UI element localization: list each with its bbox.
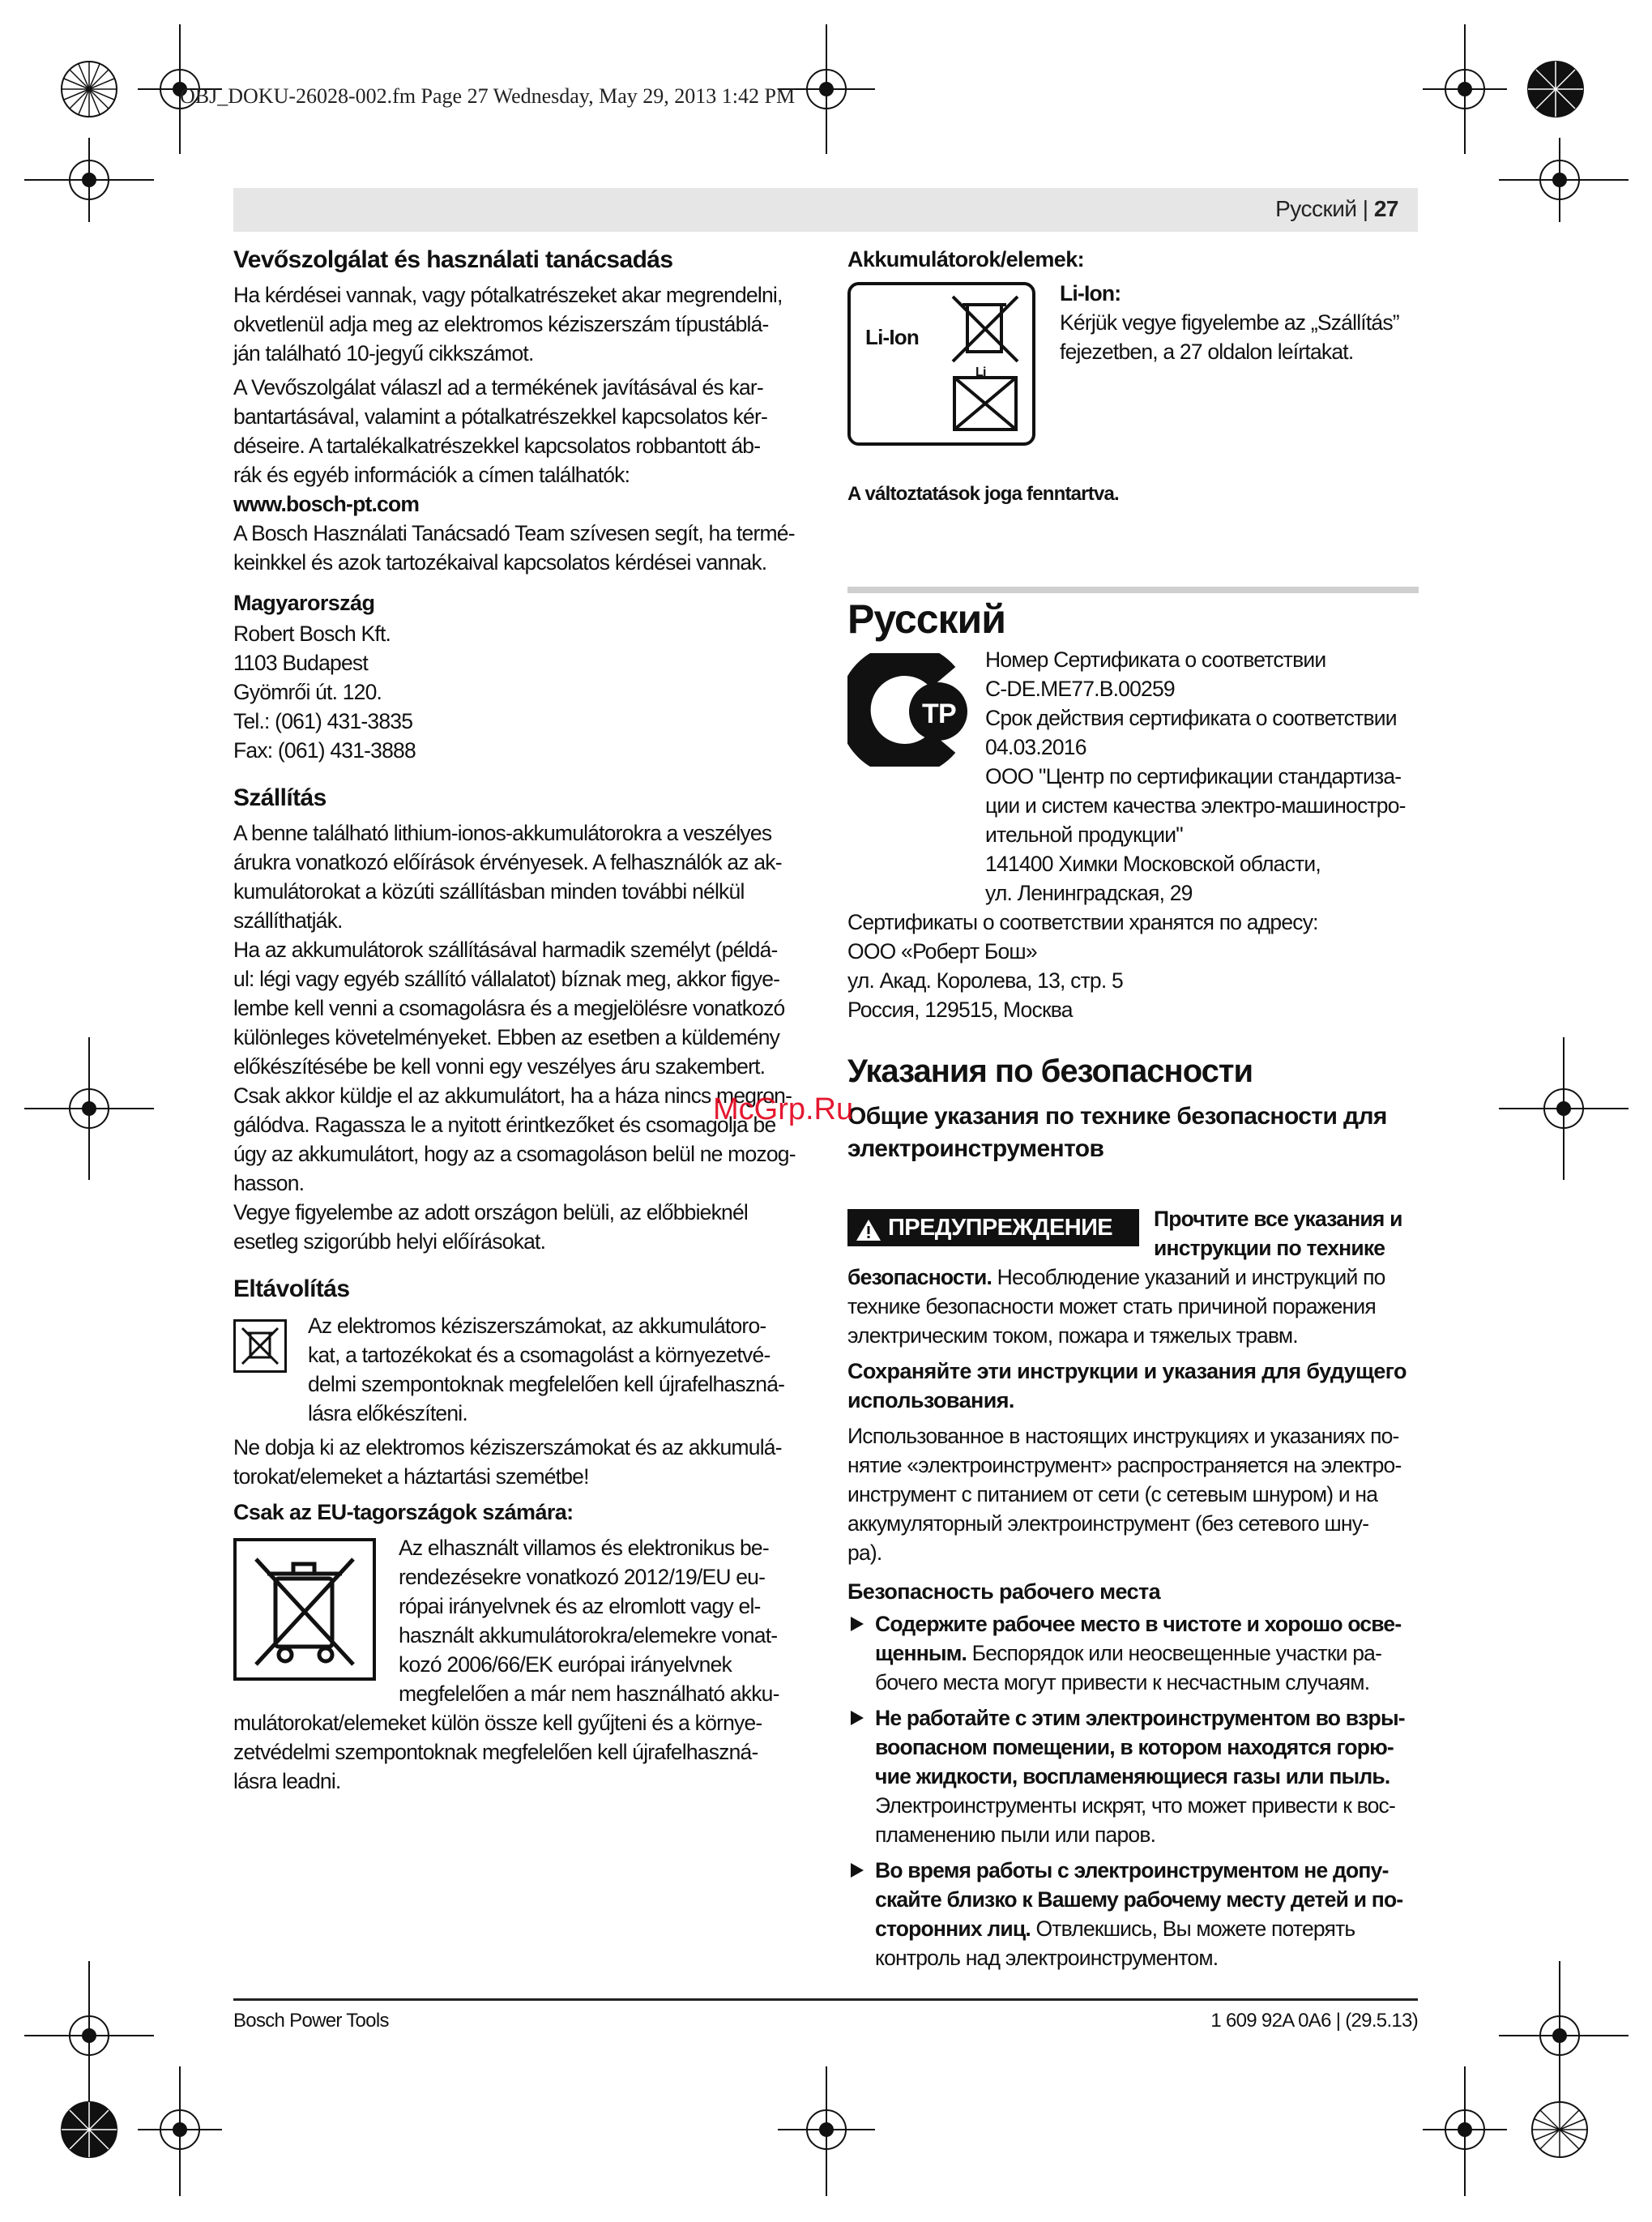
service-url-link[interactable]: www.bosch-pt.com [233,492,420,516]
li-ion-label: Li-Ion [865,325,919,349]
warning-rest-line: электрическим током, пожара и тяжелых травм. [847,1323,1298,1348]
bullet-bold-line: Во время работы с электроинструментом не допу- [875,1858,1389,1882]
general-safety-heading-line: Общие указания по технике безопасности для [847,1103,1387,1130]
transport-line: esetleg szigorúbb helyi előírásokat. [233,1229,546,1254]
bullet-text-line: бочего места могут привести к несчастным случаям. [875,1670,1370,1694]
page-header [1275,196,1398,222]
address-line: Robert Bosch Kft. [233,622,391,646]
service-line: A Bosch Használati Tanácsadó Team szívesen segít, ha termé- [233,521,795,545]
warning-bold-line: инструкции по технике [1154,1236,1385,1260]
list-item [847,1856,1419,1972]
disposal-heading: Eltávolítás [233,1276,350,1302]
page-number: 27 [1373,196,1398,221]
crop-mark-crosshair-icon [138,2066,222,2196]
service-line: keinkkel és azok tartozékaival kapcsolatos kérdései vannak. [233,550,767,575]
disposal-icon-line: kat, a tartozékokat és a csomagolást a környezetvé- [308,1343,771,1367]
safety-title: Указания по безопасности [847,1053,1253,1089]
eu-icon-line: használt akkumulátorokra/elemekre vonat- [399,1623,778,1647]
address-country: Magyarország [233,591,375,615]
footer-rule [233,1998,1418,2001]
keep-line: использования. [847,1388,1014,1412]
eu-icon-line: rópai irányelvnek és az elromlott vagy el- [399,1594,761,1618]
eu-icon-line: kozó 2006/66/EK európai irányelvnek [399,1652,732,1677]
crop-mark-crosshair-icon [778,2066,875,2196]
warning-bold-cont: безопасности. [847,1265,992,1289]
batteries-heading: Akkumulátorok/elemek: [847,247,1085,271]
term-line: ра). [847,1540,882,1565]
eu-icon-line: megfelelően a már nem használható akku- [399,1681,779,1706]
bullet-triangle-icon [851,1863,864,1878]
address-line: Gyömrői út. 120. [233,680,382,704]
page-header-separator: | [1362,196,1368,221]
file-header: OBJ_DOKU-26028-002.fm Page 27 Wednesday, May 29, 2013 1:42 PM [180,84,796,108]
transport-line: Vegye figyelembe az adott országon belüli, az előbbieknél [233,1200,749,1224]
eu-heading: Csak az EU-tagországok számára: [233,1500,574,1524]
eac-cert-logo-icon [847,653,977,767]
crop-mark-sunburst-icon [1532,2102,1587,2157]
reserved-notice: A változtatások joga fenntartva. [847,483,1119,505]
crop-mark-sunburst-icon [62,62,117,117]
service-heading: Vevőszolgálat és használati tanácsadás [233,246,673,273]
watermark: McGrp.Ru [713,1092,854,1126]
address-line: 1103 Budapest [233,651,368,675]
bullet-bold-line: Содержите рабочее место в чистоте и хорошо осве- [875,1612,1402,1636]
cert-address-line: ул. Акад. Королева, 13, стр. 5 [847,968,1123,993]
warning-bold-text [1154,1204,1421,1263]
li-ion-recycling-icon [847,282,1035,446]
crop-mark-crosshair-icon [24,1037,154,1180]
cert-line: C-DE.ME77.B.00259 [985,677,1175,701]
list-item [847,1609,1419,1697]
page-header-section: Русский [1275,196,1357,221]
bullet-bold-line: скайте близко к Вашему рабочему месту детей и по- [875,1887,1403,1912]
transport-line: előkészítésébe be kell vonni egy veszélyes áru szakembert. [233,1054,766,1079]
service-line: bantartásával, valamint a pótalkatrészekkel kapcsolatos kér- [233,404,768,429]
transport-line: szállíthatják. [233,908,343,933]
crop-mark-sunburst-icon [1528,62,1583,117]
address-line: Tel.: (061) 431-3835 [233,709,413,733]
service-line: déseire. A tartalékalkatrészekkel kapcsolatos robbantott áb- [233,434,761,458]
term-line: инструмент с питанием от сети (с сетевым шнуром) и на [847,1482,1378,1506]
bullet-bold-line: воопасном помещении, в котором находятся горю- [875,1735,1394,1759]
li-ion-line: Kérjük vegye figyelembe az „Szállítás” [1060,310,1399,335]
recycle-bin-small-icon [233,1319,287,1373]
crop-mark-crosshair-icon [1499,1961,1629,2107]
russian-section [847,595,1419,1165]
crop-mark-crosshair-icon [24,138,154,222]
crop-mark-crosshair-icon [1423,2066,1507,2196]
service-section [233,245,800,1796]
bullet-triangle-icon [851,1617,864,1631]
bullet-text-line: пламенению пыли или паров. [875,1822,1156,1847]
transport-line: kumulátorokat a közúti szállításban minden további nélkül [233,879,745,904]
cert-address-line: Россия, 129515, Москва [847,998,1073,1022]
bullet-bold-line: Не работайте с этим электроинструментом во взры- [875,1706,1405,1730]
term-line: нятие «электроинструмент» распространяется на электро- [847,1453,1402,1477]
warning-label-text: ПРЕДУПРЕЖДЕНИЕ [888,1215,1113,1241]
eu-icon-line: Az elhasznált villamos és elektronikus be- [399,1536,769,1560]
bullet-bold-tail: щенным. [875,1641,967,1665]
section-divider [847,587,1419,593]
transport-line: lembe kell venni a csomagolásra és a megjelölésre vonatkozó [233,996,785,1020]
keep-line: Сохраняйте эти инструкции и указания для будущего [847,1359,1407,1383]
russian-title: Русский [847,596,1006,642]
cert-line: Срок действия сертификата о соответствии [985,706,1397,730]
bullet-bold-tail: сторонних лиц. [875,1916,1031,1941]
transport-line: árukra vonatkozó előírások érvényesek. A felhasználók az ak- [233,850,782,874]
service-line: okvetlenül adja meg az elektromos kéziszerszám típustáblá- [233,312,769,336]
transport-line: A benne található lithium-ionos-akkumulátorokra a veszélyes [233,821,772,845]
general-safety-heading [847,1100,1419,1165]
workplace-heading: Безопасность рабочего места [847,1579,1161,1604]
crop-mark-sunburst-icon [62,2102,117,2157]
transport-line: hasson. [233,1171,305,1195]
cert-line: 141400 Химки Московской области, [985,852,1321,876]
cert-line: ительной продукции" [985,823,1183,847]
term-line: аккумуляторный электроинструмент (без сетевого шну- [847,1511,1369,1536]
service-line: Ha kérdései vannak, vagy pótalkatrészeket akar megrendelni, [233,283,783,307]
eu-line: mulátorokat/elemeket külön össze kell gyűjteni és a környe- [233,1711,762,1735]
service-line: ján található 10-jegyű cikkszámot. [233,341,534,365]
warning-rest-line: технике безопасности может стать причиной поражения [847,1294,1376,1318]
cert-address-line: ООО «Роберт Бош» [847,939,1037,964]
term-line: Использованное в настоящих инструкциях и указаниях по- [847,1424,1399,1448]
keep-instructions-heading [847,1357,1419,1415]
eu-line: zetvédelmi szempontoknak megfelelően kell újrafelhaszná- [233,1740,758,1764]
disposal-line: torokat/elemeket a háztartási szemétbe! [233,1464,589,1489]
bullet-text-line: контроль над электроинструментом. [875,1946,1219,1970]
list-item [847,1703,1419,1849]
bullet-text-line: Электроинструменты искрят, что может привести к вос- [875,1793,1395,1818]
li-ion-line: fejezetben, a 27 oldalon leírtakat. [1060,340,1354,364]
address-line: Fax: (061) 431-3888 [233,738,416,763]
warning-label [847,1209,1139,1246]
warning-body [847,1263,1419,1972]
transport-line: gálódva. Ragassza le a nyitott érintkezőket és csomagolja be [233,1113,776,1137]
li-ion-type: Li-Ion: [1060,281,1121,306]
transport-line: különleges követelményeket. Ebben az esetben a küldemény [233,1025,780,1049]
cert-line: 04.03.2016 [985,735,1086,759]
batteries-section [847,245,1419,509]
footer-right: 1 609 92A 0A6 | (29.5.13) [1210,2010,1418,2032]
transport-line: úgy az akkumulátort, hogy az a csomagoláson belül ne mozog- [233,1142,796,1166]
eac-logo-text: ТР [922,699,956,729]
service-line: rák és egyéb információk a címen találhatók: [233,463,630,487]
crop-mark-crosshair-icon [1499,138,1629,222]
page-header-bar [233,188,1418,232]
bullet-triangle-icon [851,1711,864,1725]
cert-line: Номер Сертификата о соответствии [985,647,1326,672]
bullet-text-first: Отвлекшись, Вы можете потерять [1030,1916,1355,1941]
cert-line: ООО "Центр по сертификации стандартиза- [985,764,1402,788]
footer-left: Bosch Power Tools [233,2010,389,2032]
li-small-label: Li [975,365,986,379]
disposal-line: Ne dobja ki az elektromos kéziszerszámokat és az akkumulá- [233,1435,782,1459]
disposal-icon-line: delmi szempontoknak megfelelően kell újrafelhaszná- [308,1372,785,1396]
crop-mark-crosshair-icon [1423,24,1507,154]
service-line: A Vevőszolgálat válaszl ad a termékének javításával és kar- [233,375,763,400]
transport-heading: Szállítás [233,784,327,811]
transport-line: Ha az akkumulátorok szállításával harmadik személyt (példá- [233,938,778,962]
crop-mark-crosshair-icon [1499,1037,1629,1180]
warning-triangle-icon [856,1216,881,1253]
disposal-icon-line: Az elektromos kéziszerszámokat, az akkumulátoro- [308,1314,766,1338]
cert-address-line: Сертификаты о соответствии хранятся по адресу: [847,910,1318,934]
transport-line: ul: légi vagy egyéb szállító vállalatot) bíznak meg, akkor figye- [233,967,780,991]
crop-mark-crosshair-icon [24,1961,154,2107]
warning-bold-line: Прочтите все указания и [1154,1207,1402,1231]
eu-icon-line: rendezésekre vonatkozó 2012/19/EU eu- [399,1565,766,1589]
cert-line: ции и систем качества электро-машиностро- [985,793,1406,818]
eu-line: lásra leadni. [233,1769,341,1793]
cert-line: ул. Ленинградская, 29 [985,881,1193,905]
bullet-text-first: Беспорядок или неосвещенные участки ра- [967,1641,1382,1665]
bullet-bold-line: чие жидкости, воспламеняющиеся газы или пыль. [875,1764,1390,1788]
transport-line: Csak akkor küldje el az akkumulátort, ha a háza nincs megron- [233,1083,792,1108]
general-safety-heading-line: электроинструментов [847,1135,1104,1162]
disposal-icon-line: lásra előkészíteni. [308,1401,467,1425]
weee-bin-icon [233,1538,376,1681]
warning-rest-first: Несоблюдение указаний и инструкций по [992,1265,1385,1289]
